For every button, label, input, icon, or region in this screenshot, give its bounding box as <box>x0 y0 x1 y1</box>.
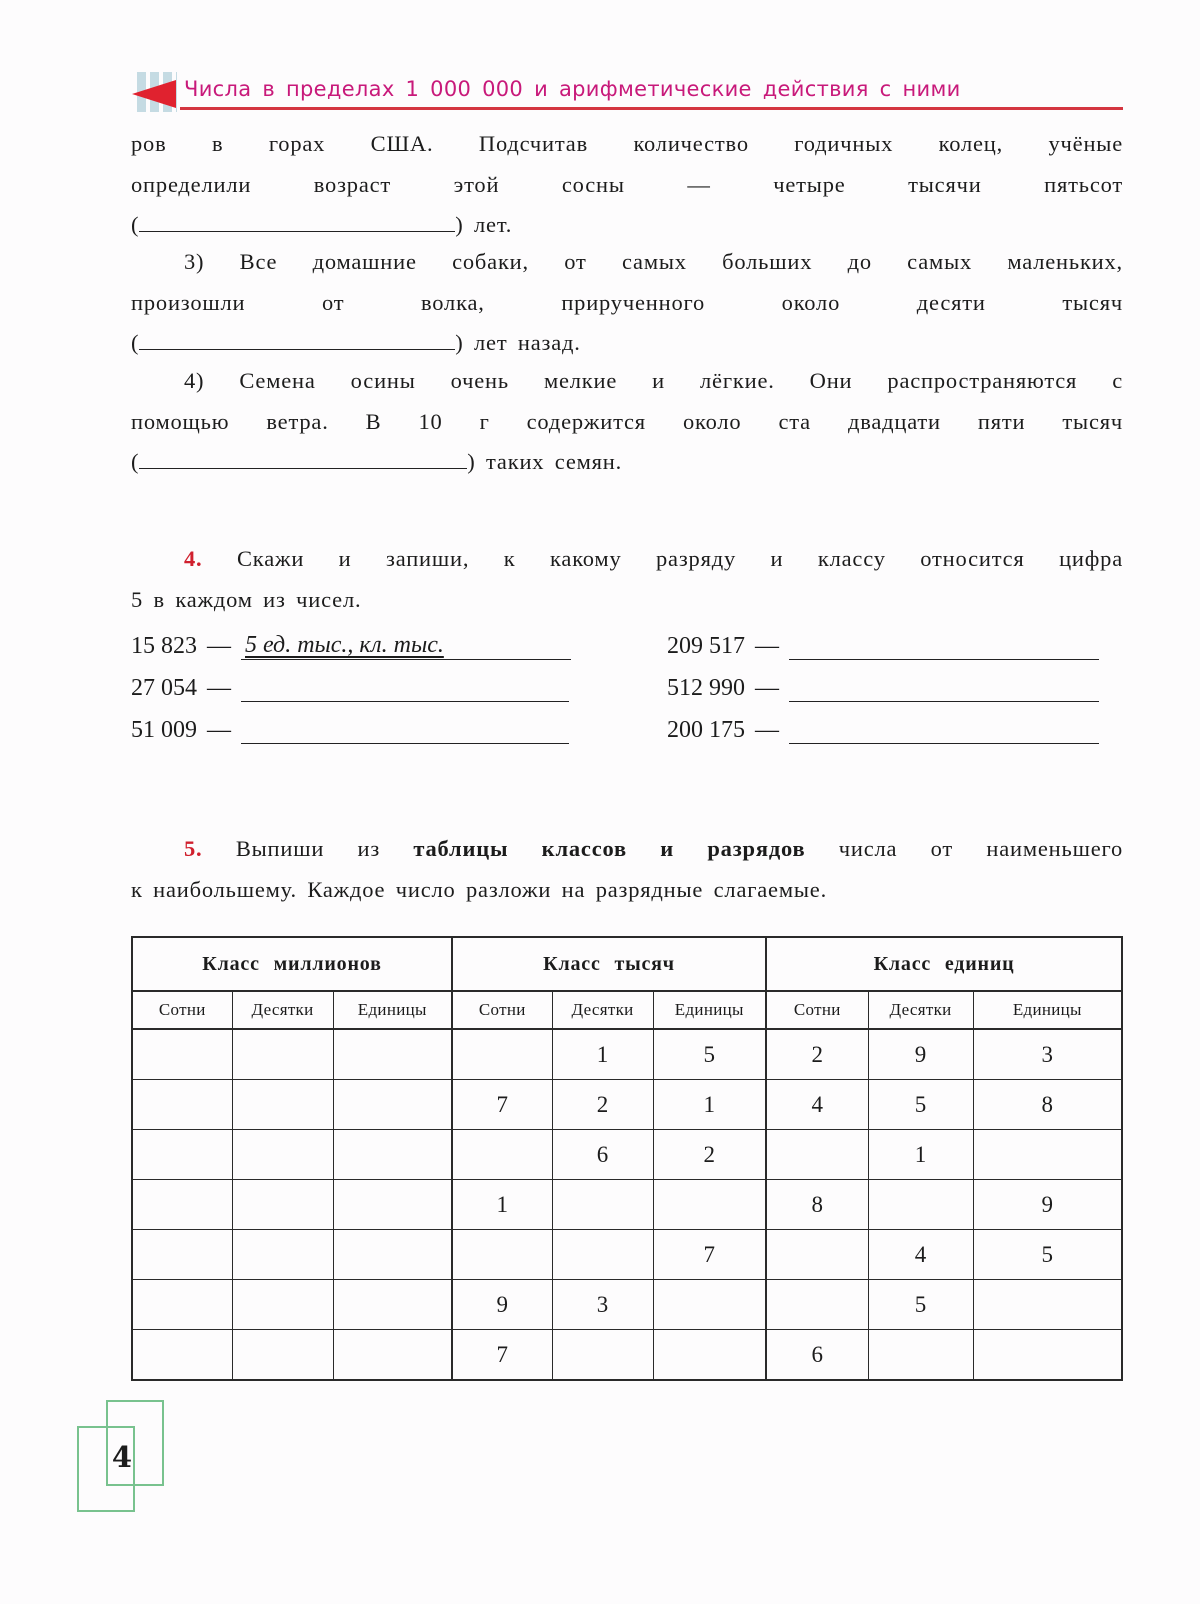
task-4-item: 512 990 — <box>667 674 1099 710</box>
table-row <box>132 1130 1122 1180</box>
table-cell: 8 <box>766 1180 868 1230</box>
chapter-title: Числа в пределах 1 000 000 и арифметические действия с ними <box>184 77 961 101</box>
answer-field[interactable]: 5 ед. тыс., кл. тыс. <box>241 632 571 660</box>
class-header-millions: Класс миллионов <box>132 937 452 991</box>
answer-field[interactable] <box>789 674 1099 702</box>
table-row <box>132 1330 1122 1381</box>
table-cell <box>333 1080 452 1130</box>
rank-header: Сотни <box>132 991 232 1029</box>
table-row <box>132 1080 1122 1130</box>
table-cell: 6 <box>766 1330 868 1381</box>
table-cell: 2 <box>552 1080 653 1130</box>
table-cell <box>232 1330 333 1381</box>
class-header-thousands: Класс тысяч <box>452 937 766 991</box>
table-cell: 1 <box>452 1180 552 1230</box>
table-cell <box>132 1230 232 1280</box>
table-cell: 1 <box>653 1080 766 1130</box>
table-cell: 2 <box>653 1130 766 1180</box>
table-cell <box>973 1130 1122 1180</box>
rank-header: Единицы <box>333 991 452 1029</box>
table-cell <box>552 1180 653 1230</box>
table-cell <box>132 1080 232 1130</box>
table-cell <box>973 1330 1122 1381</box>
table-cell <box>333 1280 452 1330</box>
table-cell: 9 <box>973 1180 1122 1230</box>
text-line: ( ) лет назад. <box>131 323 1123 364</box>
rank-header: Единицы <box>653 991 766 1029</box>
table-row <box>132 1230 1122 1280</box>
rank-header: Единицы <box>973 991 1122 1029</box>
table-cell <box>552 1330 653 1381</box>
rank-header: Десятки <box>552 991 653 1029</box>
task-number: 5. <box>184 836 203 861</box>
task-4-item: 209 517 — <box>667 632 1099 668</box>
table-cell: 9 <box>452 1280 552 1330</box>
table-cell <box>653 1330 766 1381</box>
table-cell: 7 <box>653 1230 766 1280</box>
answer-field[interactable] <box>241 674 569 702</box>
table-cell <box>973 1280 1122 1330</box>
answer-field[interactable] <box>789 716 1099 744</box>
table-cell: 4 <box>766 1080 868 1130</box>
task-4-item: 27 054 — <box>131 674 569 710</box>
answer-field[interactable] <box>241 716 569 744</box>
table-cell <box>132 1280 232 1330</box>
table-cell <box>552 1230 653 1280</box>
table-cell: 5 <box>973 1230 1122 1280</box>
answer-blank[interactable] <box>139 446 467 469</box>
table-cell <box>232 1180 333 1230</box>
rank-header: Сотни <box>766 991 868 1029</box>
table-cell <box>452 1230 552 1280</box>
task-4-prompt: 4. Скажи и запиши, к какому разряду и классу относится цифра 5 в каждом из чисел. <box>131 546 1123 612</box>
table-cell <box>132 1330 232 1381</box>
table-cell: 8 <box>973 1080 1122 1130</box>
table-row <box>132 1029 1122 1080</box>
answer-field[interactable] <box>789 632 1099 660</box>
rank-header: Десятки <box>868 991 973 1029</box>
table-cell <box>452 1029 552 1080</box>
task-4-item: 51 009 — <box>131 716 569 752</box>
table-cell <box>333 1230 452 1280</box>
table-cell: 6 <box>552 1130 653 1180</box>
table-cell: 3 <box>552 1280 653 1330</box>
table-cell: 7 <box>452 1080 552 1130</box>
arrow-left-icon <box>132 80 176 108</box>
chapter-header <box>132 72 1122 112</box>
table-cell: 1 <box>868 1130 973 1180</box>
table-cell <box>132 1180 232 1230</box>
table-cell <box>333 1330 452 1381</box>
table-cell <box>232 1130 333 1180</box>
table-cell <box>333 1180 452 1230</box>
text-line: ( ) лет. <box>131 205 1123 246</box>
page-number: 4 <box>111 1440 133 1474</box>
table-cell <box>653 1180 766 1230</box>
table-cell <box>232 1029 333 1080</box>
class-header-units: Класс единиц <box>766 937 1122 991</box>
text-line: 3) Все домашние собаки, от самых больших до самых маленьких, <box>184 249 1123 274</box>
text-line: 4) Семена осины очень мелкие и лёгкие. Они распространяются с <box>184 368 1123 393</box>
rank-header: Десятки <box>232 991 333 1029</box>
answer-blank[interactable] <box>139 209 455 232</box>
table-cell <box>132 1130 232 1180</box>
table-row <box>132 1280 1122 1330</box>
text-line: определили возраст этой сосны — четыре тысячи пятьсот <box>131 171 1123 197</box>
table-cell <box>232 1230 333 1280</box>
table-cell: 5 <box>868 1080 973 1130</box>
table-cell <box>868 1330 973 1381</box>
text-line: помощью ветра. В 10 г содержится около ста двадцати пяти тысяч <box>131 408 1123 434</box>
table-cell <box>333 1029 452 1080</box>
table-cell: 3 <box>973 1029 1122 1080</box>
task-5-prompt: 5. Выпиши из таблицы классов и разрядов числа от наименьшего к наибольшему. Каждое число разложи на разрядные слагаемые. <box>131 836 1123 902</box>
table-cell <box>868 1180 973 1230</box>
classes-ranks-table <box>131 936 1123 1381</box>
table-cell: 7 <box>452 1330 552 1381</box>
table-cell: 5 <box>653 1029 766 1080</box>
table-cell <box>766 1280 868 1330</box>
text-line: ( ) таких семян. <box>131 442 1123 483</box>
table-cell: 1 <box>552 1029 653 1080</box>
paragraph-item-4 <box>131 361 1123 483</box>
answer-blank[interactable] <box>139 327 455 350</box>
table-cell: 9 <box>868 1029 973 1080</box>
table-cell <box>232 1280 333 1330</box>
table-cell <box>452 1130 552 1180</box>
table-cell <box>653 1280 766 1330</box>
text-line: произошли от волка, прирученного около десяти тысяч <box>131 289 1123 315</box>
table-cell <box>333 1130 452 1180</box>
table-cell <box>132 1029 232 1080</box>
paragraph-item-3 <box>131 242 1123 364</box>
task-4-item: 15 823 — 5 ед. тыс., кл. тыс. <box>131 632 571 668</box>
header-rule <box>180 107 1123 110</box>
task-number: 4. <box>184 546 203 571</box>
table-cell <box>766 1130 868 1180</box>
paragraph-item-2 <box>131 124 1123 246</box>
task-4-item: 200 175 — <box>667 716 1099 752</box>
text-line: ров в горах США. Подсчитав количество годичных колец, учёные <box>131 131 1123 156</box>
table-cell: 4 <box>868 1230 973 1280</box>
table-cell: 5 <box>868 1280 973 1330</box>
table-row <box>132 1180 1122 1230</box>
table-cell <box>766 1230 868 1280</box>
table-cell <box>232 1080 333 1130</box>
table-cell: 2 <box>766 1029 868 1080</box>
rank-header: Сотни <box>452 991 552 1029</box>
